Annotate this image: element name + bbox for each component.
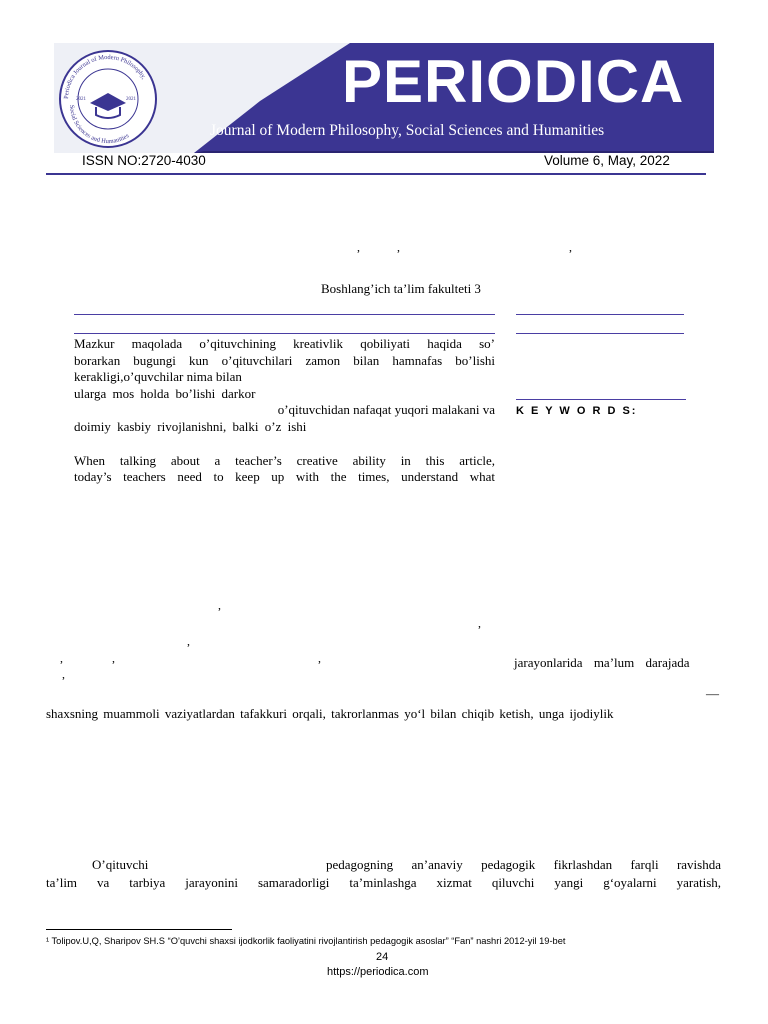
affiliation-line: Boshlang’ich ta’lim fakulteti 3 [321,281,481,296]
abstract-line: borarkan bugungi kun o’qituvchilari zamon bilan hamnafas bo’lishi [74,352,495,368]
journal-subtitle: Journal of Modern Philosophy, Social Sciences and Humanities [210,122,605,139]
abstract-line: When talking about a teacher’s creative ability in this article, [74,452,495,468]
body-line: jarayonlarida ma’lum darajada [514,655,690,670]
author-comma: , [397,240,400,254]
body-comma: , [62,667,65,681]
body-comma: , [318,651,321,665]
keywords-label: K E Y W O R D S: [516,405,638,417]
abstract-line: doimiy kasbiy rivojlanishni, balki o’z ishi [74,418,307,434]
seal-text-bottom: Social Sciences and Humanities [67,104,131,146]
body-comma: , [60,651,63,665]
page-number: 24 [376,951,389,963]
info-rule [516,314,684,315]
abstract-line: ularga mos holda bo’lishi darkor [74,385,256,401]
body-paragraph [46,856,721,892]
footnote-rule [46,929,232,930]
body-comma: , [187,634,190,648]
body-dash: — [706,686,719,701]
body-line: shaxsning muammoli vaziyatlardan tafakkuri orqali, takrorlanmas yo‘l bilan chiqib ketish, unga ijodiylik [46,706,614,721]
issn-number: ISSN NO:2720-4030 [82,153,206,168]
header-rule [46,173,706,175]
info-rule [74,314,495,315]
body-comma: , [218,598,221,612]
seal-year-left: 2021 [76,97,86,102]
footnote: ¹ Tolipov.U,Q, Sharipov SH.S “O’quvchi shaxsi ijodkorlik faoliyatini rivojlantirish pedagogik asoslar” “Fan” nashri 2012-yil 19-bet [46,936,566,946]
info-rule [516,333,684,334]
abstract-line: today’s teachers need to keep up with the times, understand what [74,469,495,485]
abstract-line: kerakligi,o’quvchilar nima bilan [74,369,242,385]
journal-logo-word: PERIODICA [342,48,685,115]
seal-text-top: Periodica Journal of Modern Philosophy, [62,53,148,100]
para-line: ta’lim va tarbiya jarayonini samaradorligi ta’minlashga xizmat qiluvchi yangi g‘oyalarni yaratish, [46,875,721,890]
body-comma: , [112,651,115,665]
journal-seal-icon [56,47,164,151]
author-comma: , [357,240,360,254]
journal-banner [54,43,714,153]
seal-year-right: 2021 [126,97,136,102]
body-comma: , [478,616,481,630]
info-rule [516,399,686,400]
author-comma: , [569,240,572,254]
para-start: O’qituvchi [92,857,149,872]
abstract-line: Mazkur maqolada o’qituvchining kreativlik qobiliyati haqida so’ [74,336,495,351]
info-rule [74,333,495,334]
abstract-block [74,336,495,486]
para-mid: pedagogning an’anaviy pedagogik fikrlashdan farqli ravishda [326,857,721,872]
journal-url[interactable]: https://periodica.com [327,966,429,978]
abstract-gap [74,436,495,453]
abstract-line: o’qituvchidan nafaqat yuqori malakani va [277,402,495,418]
volume-info: Volume 6, May, 2022 [544,153,670,168]
